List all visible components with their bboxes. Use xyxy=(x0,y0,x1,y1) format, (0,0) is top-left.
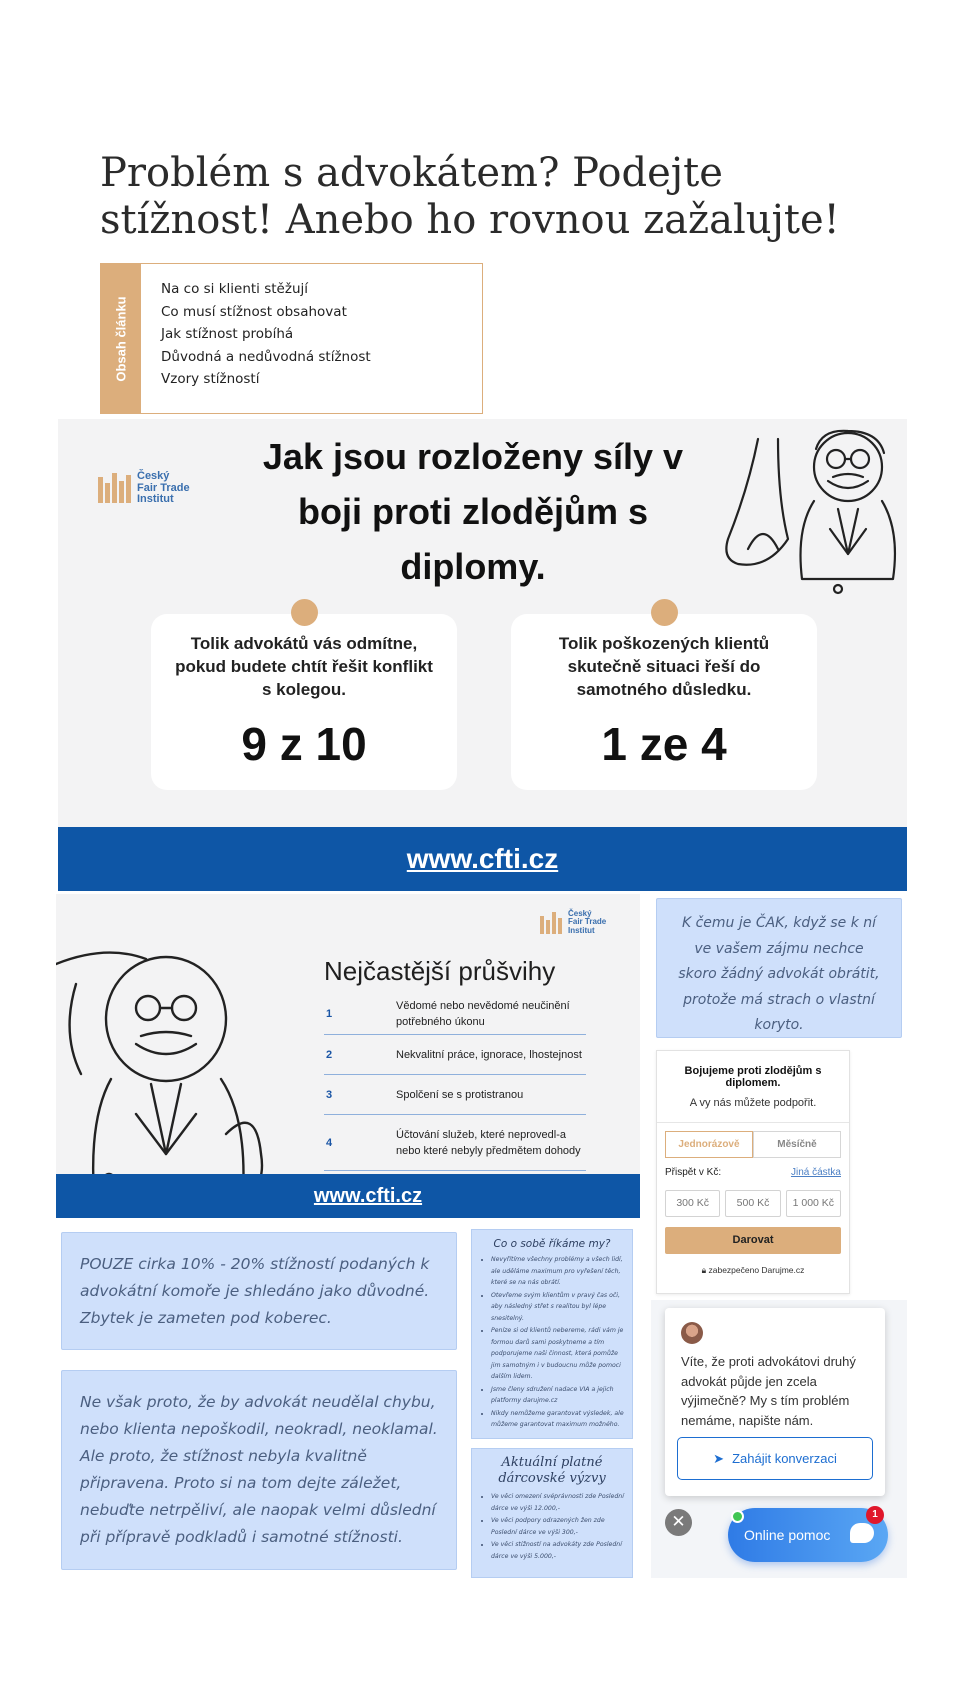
list-item: • Otevřeme svým klientům v pravý čas oči, aby následný střet s realitou byl lépe snesitelný. xyxy=(491,1290,624,1325)
logo-text-line: Fair Trade xyxy=(568,917,607,927)
url-band xyxy=(56,1174,640,1218)
toc-tab-label: Obsah článku xyxy=(113,295,129,382)
list-item-text: Vědomé nebo nevědomé neučinění potřebného úkonu xyxy=(396,1000,570,1028)
stat-card xyxy=(151,614,457,790)
logo-text-line: Institut xyxy=(568,925,595,935)
statistics-quote: POUZE cirka 10% - 20% stížností podaných k advokátní komoře je shledáno jako důvodné. Zbytek je zameten pod koberec. xyxy=(61,1232,457,1350)
list-item-number: 2 xyxy=(326,1048,333,1061)
chat-popup xyxy=(665,1308,885,1496)
logo-text-line: Český xyxy=(137,470,170,482)
toc-tab xyxy=(101,264,141,413)
cfti-link[interactable]: www.cfti.cz xyxy=(313,1184,423,1207)
other-amount-link[interactable]: Jiná částka xyxy=(790,1167,841,1178)
online-help-label: Online pomoc xyxy=(744,1527,831,1543)
challenges-box xyxy=(471,1448,633,1578)
chat-bubble-icon xyxy=(850,1523,874,1543)
list-item xyxy=(324,1075,586,1115)
list-item: • Nikdy nemůžeme garantovat výsledek, ale můžeme garantovat maximum možného. xyxy=(491,1408,624,1431)
amount-option[interactable]: 300 Kč xyxy=(665,1190,720,1217)
stat-dot-icon xyxy=(291,599,318,626)
amount-option[interactable]: 1 000 Kč xyxy=(786,1190,841,1217)
toc-item[interactable]: Na co si klienti stěžují xyxy=(161,281,309,297)
logo-text-line: Fair Trade xyxy=(137,481,190,494)
chat-message: Víte, že proti advokátovi druhý advokát půjde jen zcela výjimečně? My s tím problém nemáme, napište nám. xyxy=(681,1354,856,1428)
list-item-text: Nekvalitní práce, ignorace, lhostejnost xyxy=(396,1048,582,1061)
tab-one-time[interactable]: Jednorázově xyxy=(665,1131,753,1158)
stat-text: Tolik poškozených klientů skutečně situaci řeší do samotného důsledku. xyxy=(558,634,770,699)
close-icon[interactable]: ✕ xyxy=(665,1509,692,1536)
stat-dot-icon xyxy=(651,599,678,626)
list-item: • Nevyřítíme všechny problémy a všech lidí, ale uděláme maximum pro vyřešení těch, které se na nás obrátí. xyxy=(491,1254,624,1289)
cfti-logo xyxy=(98,471,190,506)
agent-avatar xyxy=(681,1322,703,1344)
list-item-text: Spolčení se s protistranou xyxy=(396,1088,524,1101)
logo-text-line: Institut xyxy=(137,493,174,506)
logo-text-line: Český xyxy=(568,909,592,918)
tab-monthly[interactable]: Měsíčně xyxy=(753,1131,841,1158)
donation-widget xyxy=(656,1050,850,1294)
logo-mark-icon xyxy=(98,473,131,503)
start-conversation-button[interactable] xyxy=(677,1437,873,1480)
failures-heading: Nejčastější průšvihy xyxy=(324,956,556,986)
logo-mark-icon xyxy=(540,912,562,934)
list-item xyxy=(324,1115,586,1171)
cfti-link[interactable]: www.cfti.cz xyxy=(406,843,559,874)
cfti-logo xyxy=(540,910,606,935)
list-item[interactable]: • Ve věci podpory odrazených žen zde Poslední dárce ve výši 300,- xyxy=(491,1515,624,1538)
infographic-forces xyxy=(58,419,907,891)
challenges-heading: Aktuální platné dárcovské výzvy xyxy=(498,1455,606,1486)
send-icon: ➤ xyxy=(713,1450,725,1466)
url-band xyxy=(58,827,907,891)
secure-note xyxy=(657,1265,849,1276)
toc-item[interactable]: Jak stížnost probíhá xyxy=(161,326,294,342)
secure-text: zabezpečeno Darujme.cz xyxy=(708,1265,805,1275)
about-us-box xyxy=(471,1229,633,1439)
list-item-number: 4 xyxy=(326,1136,333,1149)
donation-heading: Bojujeme proti zlodějům s diplomem. xyxy=(684,1065,822,1089)
failures-list xyxy=(324,994,586,1171)
list-item xyxy=(324,1035,586,1075)
about-us-heading: Co o sobě říkáme my? xyxy=(493,1238,611,1250)
list-item: • Peníze si od klientů nebereme, rádi vám je formou darů sami poskytneme a tím podporujeme naši činnost, která pomůže jim samotným i v budoucnu může pomoci dalším lidem. xyxy=(491,1325,624,1383)
online-status-icon xyxy=(731,1510,744,1523)
lock-icon: 🔒︎ xyxy=(701,1265,707,1275)
list-item: • Jsme členy sdružení nadace VIA a jejich platformy darujme.cz xyxy=(491,1384,624,1407)
start-conversation-label: Zahájit konverzaci xyxy=(732,1451,837,1466)
stat-value: 9 z 10 xyxy=(241,718,367,770)
stat-card xyxy=(511,614,817,790)
list-item-text: Účtování služeb, které neprovedl-a nebo které nebyly předmětem dohody xyxy=(396,1128,581,1157)
notification-badge: 1 xyxy=(866,1506,884,1524)
contribute-label: Přispět v Kč: xyxy=(665,1167,722,1178)
list-item-number: 3 xyxy=(326,1088,333,1101)
donation-subheading: A vy nás můžete podpořit. xyxy=(657,1097,849,1123)
lawyer-caricature-illustration xyxy=(718,419,907,599)
page-title: Problém s advokátem? Podejte stížnost! Anebo ho rovnou zažalujte! xyxy=(100,150,840,243)
amount-option[interactable]: 500 Kč xyxy=(725,1190,780,1217)
stat-text: Tolik advokátů vás odmítne, pokud budete chtít řešit konflikt s kolegou. xyxy=(175,634,433,699)
toc-item[interactable]: Důvodná a nedůvodná stížnost xyxy=(161,348,371,365)
toc-item[interactable]: Vzory stížností xyxy=(161,371,260,387)
infographic-common-failures xyxy=(56,894,640,1218)
advice-quote: Ne však proto, že by advokát neudělal chybu, nebo klienta nepoškodil, neokradl, neoklamal. Ale proto, že stížnost nebyla kvalitně připravena. Proto si na tom dejte záležet, nebuďte netrpěliví, ale naopak velmi důslední při přípravě podkladů i samotné stížnosti. xyxy=(61,1370,457,1570)
list-item-number: 1 xyxy=(326,1008,333,1020)
online-help-button[interactable] xyxy=(728,1508,888,1562)
list-item[interactable]: • Ve věci stížností na advokáty zde Poslední dárce ve výši 5.000,- xyxy=(491,1539,624,1562)
list-item xyxy=(324,994,586,1035)
stat-value: 1 ze 4 xyxy=(601,718,727,770)
cak-quote: K čemu je ČAK, když se k ní ve vašem zájmu nechce skoro žádný advokát obrátit, protože má strach o vlastní koryto. xyxy=(656,898,902,1038)
toc-item[interactable]: Co musí stížnost obsahovat xyxy=(161,303,347,320)
donate-button[interactable]: Darovat xyxy=(665,1227,841,1254)
table-of-contents xyxy=(100,263,483,414)
infographic-heading: Jak jsou rozloženy síly v boji proti zlodějům s diplomy. xyxy=(262,436,684,587)
list-item[interactable]: • Ve věci omezení svéprávnosti zde Poslední dárce ve výši 12.000,- xyxy=(491,1491,624,1514)
